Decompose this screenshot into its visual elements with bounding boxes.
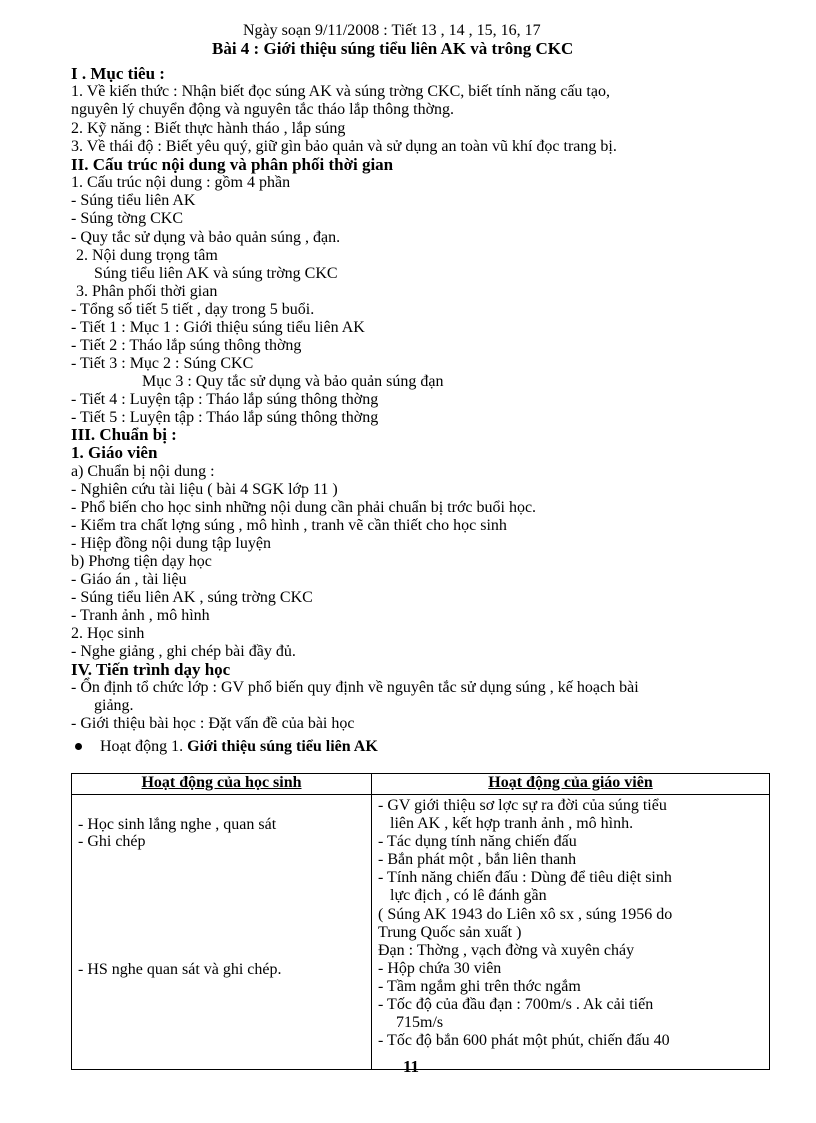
- text-line: - Kiểm tra chất lợng súng , mô hình , tranh vẽ cần thiết cho học sinh: [71, 517, 507, 534]
- section-2-heading: II. Cấu trúc nội dung và phân phối thời gian: [71, 155, 394, 174]
- teacher-line: - Tính năng chiến đấu : Dùng để tiêu diệt sinh: [378, 869, 672, 886]
- text-line: giảng.: [94, 697, 134, 714]
- table-header-row: [72, 774, 770, 795]
- text-line: - Ổn định tổ chức lớp : GV phổ biến quy định về nguyên tắc sử dụng súng , kế hoạch bài: [71, 679, 639, 696]
- section-3-heading: III. Chuẩn bị :: [71, 425, 177, 444]
- teacher-cell: [372, 795, 770, 1070]
- text-line: - Tranh ảnh , mô hình: [71, 607, 210, 624]
- student-line: - Ghi chép: [78, 833, 146, 850]
- student-line: - HS nghe quan sát và ghi chép.: [78, 961, 282, 978]
- teacher-line: - Tác dụng tính năng chiến đấu: [378, 833, 577, 850]
- activity-table: [71, 773, 770, 1070]
- text-line: - Súng tờng CKC: [71, 210, 184, 227]
- text-line: - Giáo án , tài liệu: [71, 571, 187, 588]
- teacher-line: ( Súng AK 1943 do Liên xô sx , súng 1956 do: [378, 906, 673, 923]
- teacher-line: 715m/s: [396, 1014, 444, 1031]
- student-column-header: Hoạt động của học sinh: [72, 774, 372, 795]
- text-line: - Tiết 2 : Tháo lắp súng thông thờng: [71, 337, 302, 354]
- text-line: 1. Cấu trúc nội dung : gồm 4 phần: [71, 174, 291, 191]
- text-line: 2. Kỹ năng : Biết thực hành tháo , lắp súng: [71, 120, 346, 137]
- teacher-line: - Bắn phát một , bắn liên thanh: [378, 851, 577, 868]
- text-line: - Giới thiệu bài học : Đặt vấn đề của bài học: [71, 715, 355, 732]
- text-line: Mục 3 : Quy tắc sử dụng và bảo quản súng đạn: [142, 373, 444, 390]
- text-line: 1. Về kiến thức : Nhận biết đọc súng AK và súng trờng CKC, biết tính năng cấu tạo,: [71, 83, 610, 100]
- activity-title: Giới thiệu súng tiểu liên AK: [187, 738, 378, 755]
- lesson-title: Bài 4 : Giới thiệu súng tiểu liên AK và trông CKC: [212, 39, 574, 58]
- text-line: nguyên lý chuyển động và nguyên tắc tháo lắp thông thờng.: [71, 101, 455, 118]
- activity-heading: [100, 738, 378, 756]
- text-line: - Hiệp đồng nội dung tập luyện: [71, 535, 271, 552]
- text-line: Súng tiểu liên AK và súng trờng CKC: [94, 265, 338, 282]
- text-line: 3. Phân phối thời gian: [76, 283, 218, 300]
- student-cell: [72, 795, 372, 1070]
- teacher-line: - Hộp chứa 30 viên: [378, 960, 502, 977]
- text-line: b) Phơng tiện dạy học: [71, 553, 212, 570]
- teacher-line: lực địch , có lê đánh gần: [390, 887, 547, 904]
- text-line: - Phổ biến cho học sinh những nội dung cần phải chuẩn bị trớc buổi học.: [71, 499, 537, 516]
- activity-prefix: Hoạt động 1.: [100, 738, 184, 755]
- section-4-heading: IV. Tiến trình dạy học: [71, 660, 231, 679]
- text-line: - Súng tiểu liên AK: [71, 192, 196, 209]
- text-line: - Tiết 4 : Luyện tập : Tháo lắp súng thông thờng: [71, 391, 379, 408]
- teacher-line: Trung Quốc sản xuất ): [378, 924, 522, 941]
- text-line: - Nghe giảng , ghi chép bài đầy đủ.: [71, 643, 296, 660]
- page-number: 11: [403, 1057, 420, 1076]
- text-line: - Tiết 1 : Mục 1 : Giới thiệu súng tiểu liên AK: [71, 319, 365, 336]
- teacher-line: - Tốc độ bắn 600 phát một phút, chiến đấu 40: [378, 1032, 670, 1049]
- student-line: - Học sinh lắng nghe , quan sát: [78, 816, 277, 833]
- text-line: a) Chuẩn bị nội dung :: [71, 463, 215, 480]
- text-line: - Tổng số tiết 5 tiết , dạy trong 5 buổi.: [71, 301, 315, 318]
- teacher-line: Đạn : Thờng , vạch đờng và xuyên cháy: [378, 942, 635, 959]
- teacher-line: liên AK , kết hợp tranh ảnh , mô hình.: [390, 815, 634, 832]
- text-line: 3. Về thái độ : Biết yêu quý, giữ gìn bảo quản và sử dụng an toàn vũ khí đọc trang bị.: [71, 138, 617, 155]
- text-line: - Quy tắc sử dụng và bảo quản súng , đạn.: [71, 229, 341, 246]
- teacher-column-header: Hoạt động của giáo viên: [372, 774, 770, 795]
- text-line: 2. Nội dung trọng tâm: [76, 247, 218, 264]
- bullet-icon: [75, 743, 82, 750]
- text-line: - Súng tiểu liên AK , súng trờng CKC: [71, 589, 313, 606]
- teacher-line: - Tốc độ của đầu đạn : 700m/s . Ak cải tiến: [378, 996, 654, 1013]
- date-line: Ngày soạn 9/11/2008 : Tiết 13 , 14 , 15, 16, 17: [243, 22, 541, 39]
- table-row: [72, 795, 770, 1070]
- teacher-subheading: 1. Giáo viên: [71, 443, 158, 462]
- text-line: - Tiết 5 : Luyện tập : Tháo lắp súng thông thờng: [71, 409, 379, 426]
- text-line: - Nghiên cứu tài liệu ( bài 4 SGK lớp 11 ): [71, 481, 338, 498]
- text-line: - Tiết 3 : Mục 2 : Súng CKC: [71, 355, 254, 372]
- section-1-heading: I . Mục tiêu :: [71, 64, 165, 83]
- teacher-line: - Tầm ngắm ghi trên thớc ngắm: [378, 978, 581, 995]
- text-line: 2. Học sinh: [71, 625, 145, 642]
- teacher-line: - GV giới thiệu sơ lợc sự ra đời của súng tiểu: [378, 797, 667, 814]
